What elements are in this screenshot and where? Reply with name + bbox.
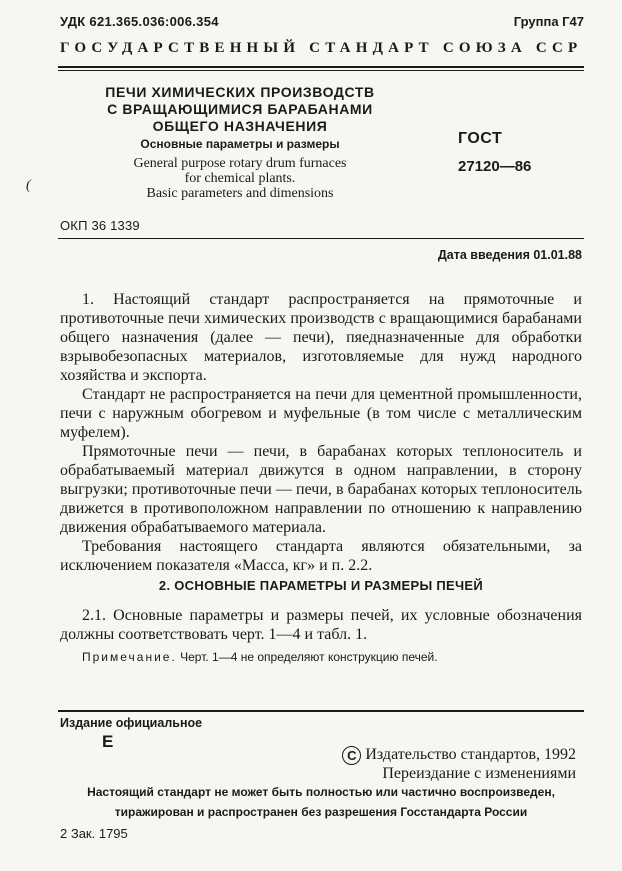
paragraph-2: Стандарт не распространяется на печи для цементной промышленности, печи с наружным обогревом и муфельные (в том числе с металлическим муфелем). xyxy=(60,386,582,441)
section2-heading: 2. ОСНОВНЫЕ ПАРАМЕТРЫ И РАЗМЕРЫ ПЕЧЕЙ xyxy=(158,578,484,593)
title-ru-line1: ПЕЧИ ХИМИЧЕСКИХ ПРОИЗВОДСТВ xyxy=(105,84,375,100)
title-en-line3: Basic parameters and dimensions xyxy=(146,186,334,201)
margin-mark: ( xyxy=(26,178,31,193)
note xyxy=(82,650,438,664)
paragraph-3: Прямоточные печи — печи, в барабанах которых теплоноситель и обрабатываемый материал движутся в одном направлении, в сторону выгрузки; противоточные печи — печи, в барабанах которых теплоноситель движется в противоположном направлении по отношению к направлению движения обрабатываемого материала. xyxy=(60,443,582,536)
section1-body xyxy=(60,290,582,575)
disclaimer-line2: тиражирован и распространен без разрешения Госстандарта России xyxy=(114,805,528,819)
title-ru-line2: С ВРАЩАЮЩИМИСЯ БАРАБАНАМИ xyxy=(107,101,373,117)
disclaimer-line1: Настоящий стандарт не может быть полностью или частично воспроизведен, xyxy=(87,785,555,799)
date-of-introduction: Дата введения 01.01.88 xyxy=(437,248,582,262)
gost-number: 27120—86 xyxy=(458,158,532,175)
okp-code: ОКП 36 1339 xyxy=(60,218,140,233)
footer-divider xyxy=(58,710,584,712)
edition-letter: Е xyxy=(102,732,114,751)
gost-label: ГОСТ xyxy=(458,130,503,147)
copyright-icon: С xyxy=(342,746,361,765)
title-en xyxy=(62,156,418,201)
copyright-text: Издательство стандартов, 1992 xyxy=(365,746,576,763)
official-edition: Издание официальное xyxy=(60,716,203,730)
title-en-line1: General purpose rotary drum furnaces xyxy=(133,156,347,171)
top-divider-thin xyxy=(58,70,584,71)
okp-divider xyxy=(58,238,584,239)
title-ru-line3: ОБЩЕГО НАЗНАЧЕНИЯ xyxy=(152,118,328,134)
reissue-note: Переиздание с изменениями xyxy=(382,765,576,782)
paragraph-4: Требования настоящего стандарта являются обязательными, за исключением показателя «Масса, кг» и п. 2.2. xyxy=(60,538,582,574)
paragraph-1: 1. Настоящий стандарт распространяется на прямоточные и противоточные печи химических производств с вращающимися барабанами общего назначения (далее — печи), пяедназначенные для обработки взрывобезопасных материалов, изготовляемые для нужд народного хозяйства и экспорта. xyxy=(60,291,582,384)
section2-body xyxy=(60,606,582,644)
paragraph-2-1: 2.1. Основные параметры и размеры печей, их условные обозначения должны соответствовать черт. 1—4 и табл. 1. xyxy=(60,607,582,643)
standard-name: ГОСУДАРСТВЕННЫЙ СТАНДАРТ СОЮЗА ССР xyxy=(60,40,583,56)
group-code: Группа Г47 xyxy=(513,14,584,29)
udk-code: УДК 621.365.036:006.354 xyxy=(60,14,219,29)
top-divider xyxy=(58,66,584,68)
order-number: 2 Зак. 1795 xyxy=(60,826,128,841)
note-label: Примечание. xyxy=(82,650,177,664)
title-ru-subtitle: Основные параметры и размеры xyxy=(140,137,340,151)
title-en-line2: for chemical plants. xyxy=(184,171,296,186)
copyright xyxy=(342,746,576,765)
title-block xyxy=(62,84,418,201)
disclaimer xyxy=(60,782,582,822)
note-text: Черт. 1—4 не определяют конструкцию печей. xyxy=(176,650,438,664)
